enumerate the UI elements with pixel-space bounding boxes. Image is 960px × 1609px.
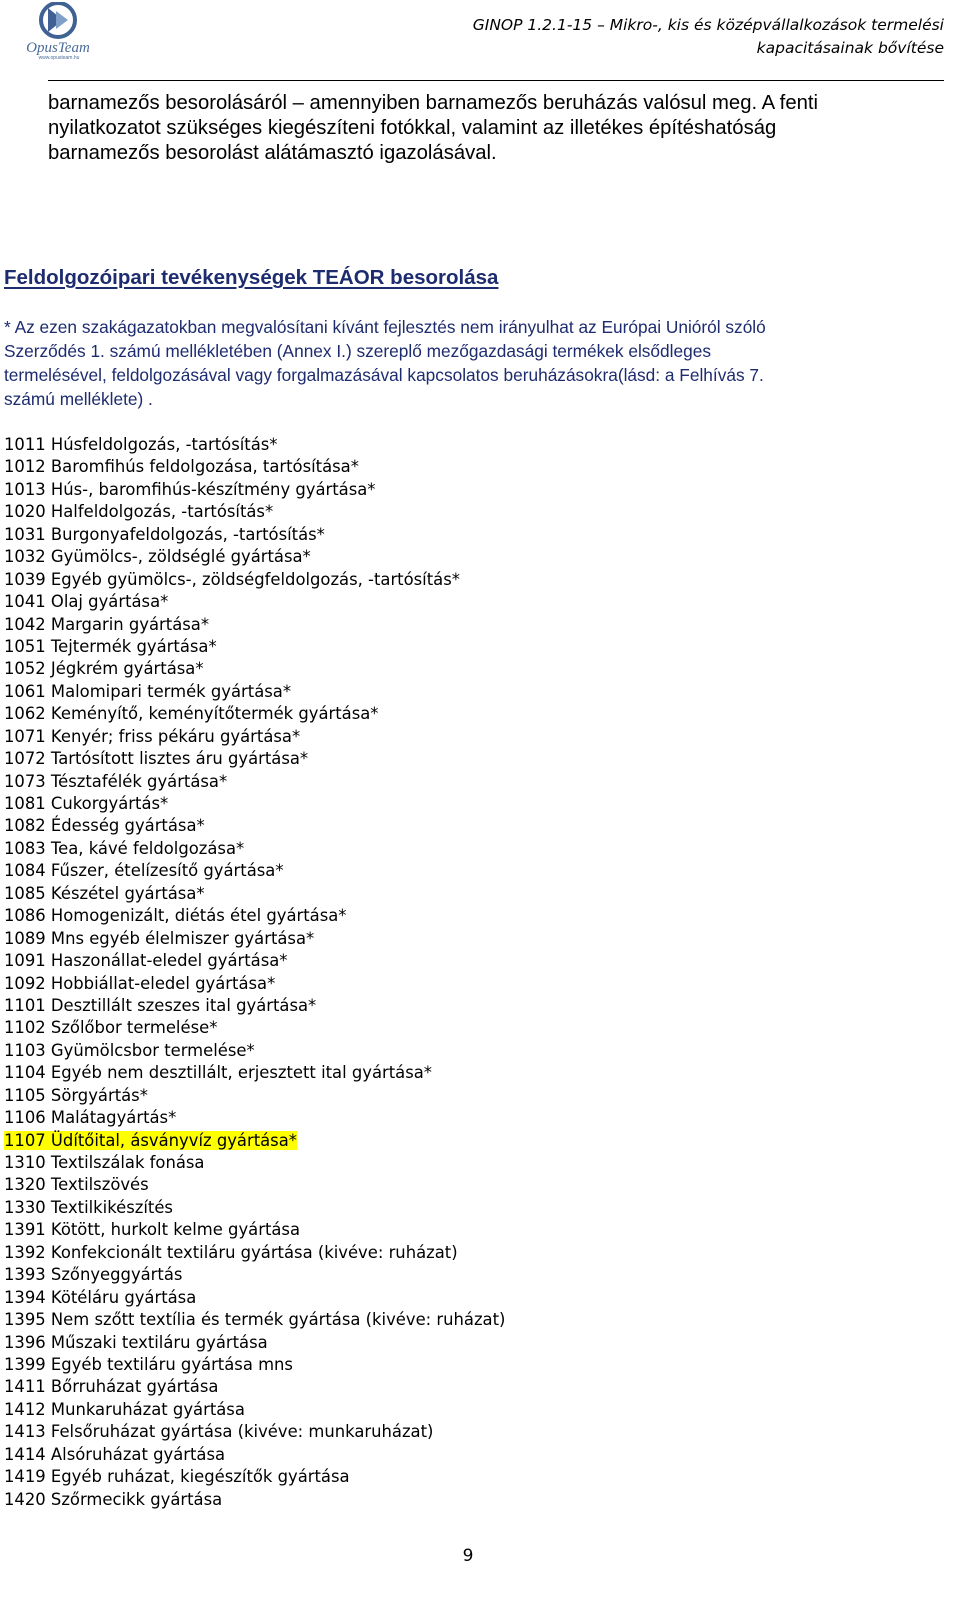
teaor-item-text: 1011 Húsfeldolgozás, -tartósítás* (4, 435, 278, 454)
teaor-item-text: 1091 Haszonállat-eledel gyártása* (4, 951, 288, 971)
teaor-list-item (4, 905, 505, 927)
teaor-item-text: 1085 Készétel gyártása* (4, 883, 205, 903)
teaor-list-item (4, 973, 505, 995)
teaor-list-item (4, 1309, 505, 1331)
section-heading: Feldolgozóipari tevékenységek TEÁOR besorolása (4, 266, 499, 289)
teaor-list-item (4, 726, 505, 748)
teaor-list-item (4, 1287, 505, 1309)
footnote-paragraph (4, 315, 934, 411)
teaor-list-item (4, 1489, 505, 1511)
teaor-list-item (4, 838, 505, 860)
teaor-list-item (4, 703, 505, 725)
note-line: * Az ezen szakágazatokban megvalósítani kívánt fejlesztés nem irányulhat az Európai Unióról szóló (4, 317, 766, 337)
teaor-list-item (4, 1062, 505, 1084)
teaor-list-item (4, 1017, 505, 1039)
intro-line: barnamezős besorolásáról – amennyiben barnamezős beruházás valósul meg. A fenti (48, 92, 819, 114)
teaor-item-text: 1092 Hobbiállat-eledel gyártása* (4, 973, 276, 993)
teaor-list-item (4, 456, 505, 478)
teaor-list-item (4, 1130, 505, 1152)
teaor-item-text: 1103 Gyümölcsbor termelése* (4, 1040, 255, 1060)
teaor-item-text: 1013 Hús-, baromfihús-készítmény gyártása* (4, 479, 376, 499)
teaor-item-text: 1081 Cukorgyártás* (4, 794, 169, 813)
teaor-list-item (4, 1107, 505, 1129)
teaor-list-item (4, 658, 505, 680)
teaor-list-item (4, 950, 505, 972)
teaor-item-text: 1084 Fűszer, ételízesítő gyártása* (4, 861, 284, 881)
teaor-item-text: 1082 Édesség gyártása* (4, 816, 205, 836)
teaor-item-text: 1399 Egyéb textiláru gyártása mns (4, 1354, 293, 1374)
teaor-item-text: 1051 Tejtermék gyártása* (4, 636, 217, 656)
teaor-item-text: 1419 Egyéb ruházat, kiegészítők gyártása (4, 1467, 350, 1487)
teaor-item-text: 1042 Margarin gyártása* (4, 614, 210, 634)
teaor-item-text: 1413 Felsőruházat gyártása (kivéve: munkaruházat) (4, 1422, 434, 1442)
teaor-list-item (4, 1264, 505, 1286)
teaor-list-item (4, 501, 505, 523)
teaor-item-text: 1062 Keményítő, keményítőtermék gyártása* (4, 704, 379, 724)
logo-name: OpusTeam (26, 40, 90, 56)
teaor-list-item (4, 479, 505, 501)
teaor-list-item (4, 1421, 505, 1443)
teaor-item-text: 1039 Egyéb gyümölcs-, zöldségfeldolgozás, -tartósítás* (4, 569, 460, 589)
note-line: Szerződés 1. számú mellékletében (Annex I.) szereplő mezőgazdasági termékek elsődleges (4, 341, 711, 361)
teaor-item-text: 1073 Tésztafélék gyártása* (4, 771, 228, 791)
teaor-item-text: 1320 Textilszövés (4, 1175, 149, 1195)
teaor-list-item (4, 1332, 505, 1354)
opusteam-logo (16, 2, 106, 62)
teaor-item-text: 1412 Munkaruházat gyártása (4, 1399, 245, 1419)
teaor-list-item (4, 771, 505, 793)
header-title-line: GINOP 1.2.1-15 – Mikro-, kis és középvállalkozások termelési (472, 16, 944, 34)
teaor-item-text: 1031 Burgonyafeldolgozás, -tartósítás* (4, 524, 325, 544)
teaor-list-item (4, 591, 505, 613)
teaor-list-item (4, 1376, 505, 1398)
intro-paragraph (48, 91, 948, 166)
logo-mark-icon (16, 2, 106, 42)
teaor-code-list (4, 434, 505, 1511)
teaor-list-item (4, 1242, 505, 1264)
teaor-item-text: 1330 Textilkikészítés (4, 1197, 173, 1217)
teaor-list-item (4, 860, 505, 882)
teaor-item-text: 1102 Szőlőbor termelése* (4, 1018, 218, 1038)
teaor-item-text: 1020 Halfeldolgozás, -tartósítás* (4, 502, 274, 522)
teaor-item-text: 1101 Desztillált szeszes ital gyártása* (4, 995, 317, 1015)
teaor-item-text: 1107 Üdítőital, ásványvíz gyártása* (4, 1130, 297, 1150)
teaor-item-text: 1052 Jégkrém gyártása* (4, 659, 204, 679)
teaor-item-text: 1396 Műszaki textiláru gyártása (4, 1332, 268, 1352)
teaor-list-item (4, 636, 505, 658)
teaor-list-item (4, 815, 505, 837)
intro-line: nyilatkozatot szükséges kiegészíteni fotókkal, valamint az illetékes építéshatóság (48, 117, 777, 139)
teaor-list-item (4, 883, 505, 905)
teaor-list-item (4, 1152, 505, 1174)
teaor-item-text: 1310 Textilszálak fonása (4, 1153, 205, 1172)
teaor-item-text: 1012 Baromfihús feldolgozása, tartósítása* (4, 457, 359, 477)
teaor-item-text: 1104 Egyéb nem desztillált, erjesztett ital gyártása* (4, 1063, 432, 1083)
teaor-list-item (4, 793, 505, 815)
teaor-list-item (4, 1085, 505, 1107)
intro-line: barnamezős besorolást alátámasztó igazolásával. (48, 142, 497, 164)
teaor-list-item (4, 995, 505, 1017)
teaor-list-item (4, 1354, 505, 1376)
note-line: termelésével, feldolgozásával vagy forgalmazásával kapcsolatos beruházásokra(lásd: a Felhívás 7. (4, 365, 764, 385)
teaor-item-text: 1072 Tartósított lisztes áru gyártása* (4, 749, 309, 769)
teaor-item-text: 1106 Malátagyártás* (4, 1108, 177, 1128)
teaor-item-text: 1391 Kötött, hurkolt kelme gyártása (4, 1220, 300, 1240)
teaor-list-item (4, 434, 505, 456)
teaor-item-text: 1392 Konfekcionált textiláru gyártása (kivéve: ruházat) (4, 1242, 458, 1262)
logo-url: www.opusteam.hu (38, 55, 80, 61)
teaor-list-item (4, 928, 505, 950)
document-header-title (384, 14, 944, 60)
teaor-item-text: 1420 Szőrmecikk gyártása (4, 1489, 223, 1509)
teaor-list-item (4, 748, 505, 770)
note-line: számú melléklete) . (4, 389, 153, 409)
teaor-list-item (4, 524, 505, 546)
teaor-item-text: 1089 Mns egyéb élelmiszer gyártása* (4, 928, 315, 948)
teaor-list-item (4, 614, 505, 636)
teaor-item-text: 1393 Szőnyeggyártás (4, 1265, 183, 1285)
teaor-list-item (4, 1444, 505, 1466)
header-title-line: kapacitásainak bővítése (756, 39, 944, 57)
teaor-list-item (4, 1040, 505, 1062)
teaor-item-text: 1071 Kenyér; friss pékáru gyártása* (4, 726, 301, 746)
header-divider (48, 80, 944, 81)
teaor-list-item (4, 1466, 505, 1488)
teaor-item-text: 1105 Sörgyártás* (4, 1085, 148, 1105)
teaor-item-text: 1041 Olaj gyártása* (4, 592, 169, 612)
teaor-item-text: 1394 Kötéláru gyártása (4, 1287, 197, 1307)
teaor-list-item (4, 1399, 505, 1421)
teaor-list-item (4, 1174, 505, 1196)
teaor-item-text: 1032 Gyümölcs-, zöldséglé gyártása* (4, 547, 311, 567)
teaor-item-text: 1414 Alsóruházat gyártása (4, 1444, 226, 1464)
teaor-list-item (4, 569, 505, 591)
teaor-item-text: 1083 Tea, kávé feldolgozása* (4, 838, 245, 858)
teaor-list-item (4, 1219, 505, 1241)
teaor-item-text: 1395 Nem szőtt textília és termék gyártása (kivéve: ruházat) (4, 1310, 506, 1330)
teaor-list-item (4, 546, 505, 568)
teaor-list-item (4, 681, 505, 703)
teaor-item-text: 1411 Bőrruházat gyártása (4, 1377, 219, 1397)
page-number: 9 (462, 1546, 474, 1566)
teaor-item-text: 1086 Homogenizált, diétás étel gyártása* (4, 906, 347, 926)
teaor-item-text: 1061 Malomipari termék gyártása* (4, 681, 292, 701)
teaor-list-item (4, 1197, 505, 1219)
